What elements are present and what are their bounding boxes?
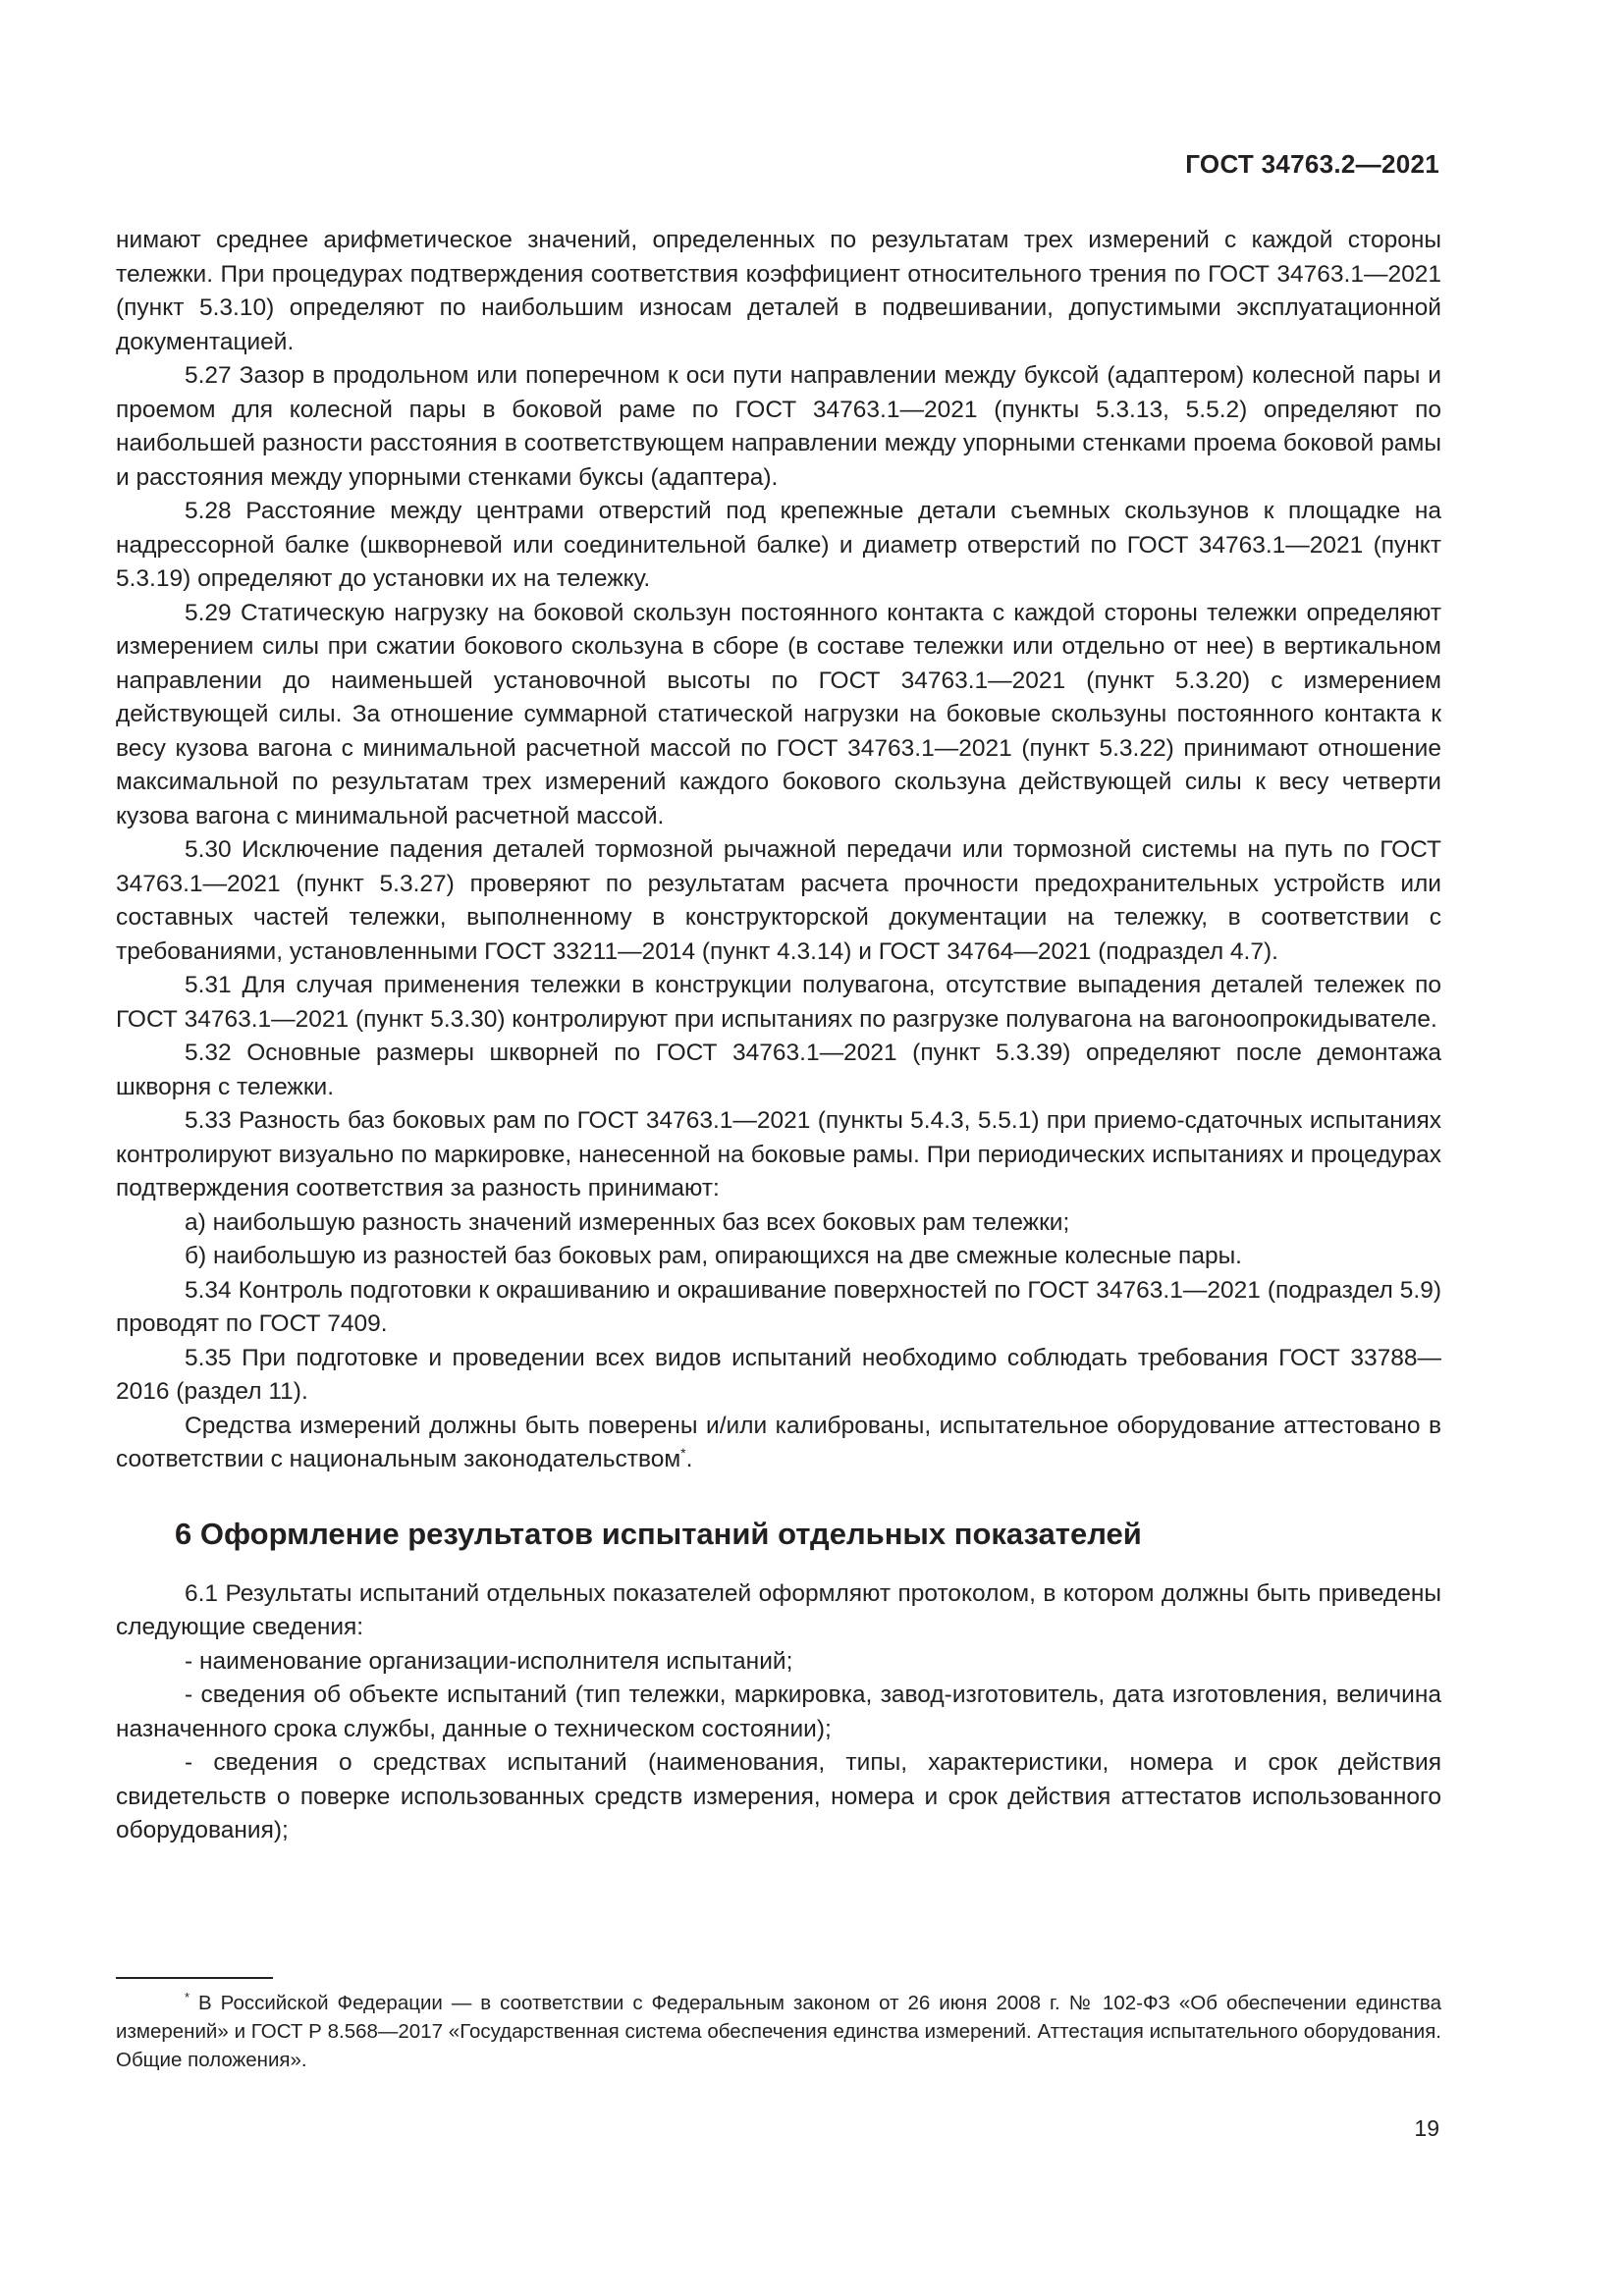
list-item-dash: - сведения об объекте испытаний (тип тележки, маркировка, завод-изготовитель, дата изготовления, величина назначенного срока службы, данные о техническом состоянии); (116, 1682, 1441, 1742)
page-number: 19 (1414, 2115, 1439, 2141)
paragraph-5-31: 5.31 Для случая применения тележки в конструкции полувагона, отсутствие выпадения деталей тележек по ГОСТ 34763.1—2021 (пункт 5.3.30) контролируют при испытаниях по разгрузке полувагона на вагоноопрокидывателе. (116, 972, 1441, 1033)
paragraph-5-29: 5.29 Статическую нагрузку на боковой скользун постоянного контакта с каждой стороны тележки определяют измерением силы при сжатии бокового скользуна в сборе (в составе тележки или отдельно от нее) в вертикальном направлении до наименьшей установочной высоты по ГОСТ 34763.1—2021 (пункт 5.3.20) с измерением действующей силы. За отношение суммарной статической нагрузки на боковые скользуны постоянного контакта к весу кузова вагона с минимальной расчетной массой по ГОСТ 34763.1—2021 (пункт 5.3.22) принимают отношение максимальной по результатам трех измерений каждого бокового скользуна действующей силы к весу четверти кузова вагона с минимальной расчетной массой. (116, 599, 1441, 829)
body-text (116, 224, 1441, 1848)
paragraph-5-35-continued (116, 1410, 1441, 1477)
sentence-end: . (685, 1446, 693, 1472)
paragraph-5-28: 5.28 Расстояние между центрами отверстий под крепежные детали съемных скользунов к площадке на надрессорной балке (шкворневой или соединительной балке) и диаметр отверстий по ГОСТ 34763.1—2021 (пункт 5.3.19) определяют до установки их на тележку. (116, 498, 1441, 592)
paragraph-6-1: 6.1 Результаты испытаний отдельных показателей оформляют протоколом, в котором должны быть приведены следующие сведения: (116, 1579, 1441, 1640)
footnote-mark: * (185, 1990, 190, 2004)
paragraph-continuation: нимают среднее арифметическое значений, определенных по результатам трех измерений с каждой стороны тележки. При процедурах подтверждения соответствия коэффициент относительного трения по ГОСТ 34763.1—2021 (пункт 5.3.10) определяют по наибольшим износам деталей в подвешивании, допустимыми эксплуатационной документацией. (116, 227, 1441, 355)
paragraph-5-32: 5.32 Основные размеры шкворней по ГОСТ 34763.1—2021 (пункт 5.3.39) определяют после демонтажа шкворня с тележки. (116, 1040, 1441, 1100)
paragraph-5-27: 5.27 Зазор в продольном или поперечном к оси пути направлении между буксой (адаптером) колесной пары и проемом для колесной пары в боковой раме по ГОСТ 34763.1—2021 (пункты 5.3.13, 5.5.2) определяют по наибольшей разности расстояния в соответствующем направлении между упорными стенками проема боковой рамы и расстояния между упорными стенками буксы (адаптера). (116, 362, 1441, 491)
page-header-doc-id: ГОСТ 34763.2—2021 (1185, 149, 1439, 179)
list-item-a: а) наибольшую разность значений измеренных баз всех боковых рам тележки; (185, 1208, 1070, 1236)
paragraph-5-34: 5.34 Контроль подготовки к окрашиванию и окрашивание поверхностей по ГОСТ 34763.1—2021 (подраздел 5.9) проводят по ГОСТ 7409. (116, 1276, 1441, 1337)
list-item-dash: - сведения о средствах испытаний (наименования, типы, характеристики, номера и срок действия свидетельств о поверке использованных средств измерения, номера и срок действия аттестатов использованного оборудования); (116, 1749, 1441, 1843)
footnote-reference-mark[interactable]: * (680, 1444, 686, 1461)
list-item-dash: - наименование организации-исполнителя испытаний; (185, 1647, 793, 1675)
list-item-b: б) наибольшую из разностей баз боковых рам, опирающихся на две смежные колесные пары. (185, 1243, 1242, 1269)
footnote-text: В Российской Федерации — в соответствии с Федеральным законом от 26 июня 2008 г. № 102-ФЗ «Об обеспечении единства измерений» и ГОСТ Р 8.568—2017 «Государственная система обеспечения единства измерений. Аттестация испытательного оборудования. Общие положения». (116, 1991, 1441, 2071)
footnote (116, 1983, 1441, 2074)
section-6-heading: 6 Оформление результатов испытаний отдельных показателей (175, 1516, 1142, 1551)
paragraph-5-33: 5.33 Разность баз боковых рам по ГОСТ 34763.1—2021 (пункты 5.4.3, 5.5.1) при приемо-сдаточных испытаниях контролируют визуально по маркировке, нанесенной на боковые рамы. При периодических испытаниях и процедурах подтверждения соответствия за разность принимают: (116, 1107, 1441, 1201)
paragraph-5-35-continued-text: Средства измерений должны быть поверены и/или калиброваны, испытательное оборудование аттестовано в соответствии с национальным законодательством (116, 1412, 1441, 1472)
footnote-divider (116, 1977, 273, 1979)
paragraph-5-30: 5.30 Исключение падения деталей тормозной рычажной передачи или тормозной системы на путь по ГОСТ 34763.1—2021 (пункт 5.3.27) проверяют по результатам расчета прочности предохранительных устройств или составных частей тележки, выполненному в конструкторской документации на тележку, в соответствии с требованиями, установленными ГОСТ 33211—2014 (пункт 4.3.14) и ГОСТ 34764—2021 (подраздел 4.7). (116, 836, 1441, 965)
paragraph-5-35: 5.35 При подготовке и проведении всех видов испытаний необходимо соблюдать требования ГОСТ 33788—2016 (раздел 11). (116, 1344, 1441, 1405)
footnote-text-line (116, 1983, 1441, 2074)
